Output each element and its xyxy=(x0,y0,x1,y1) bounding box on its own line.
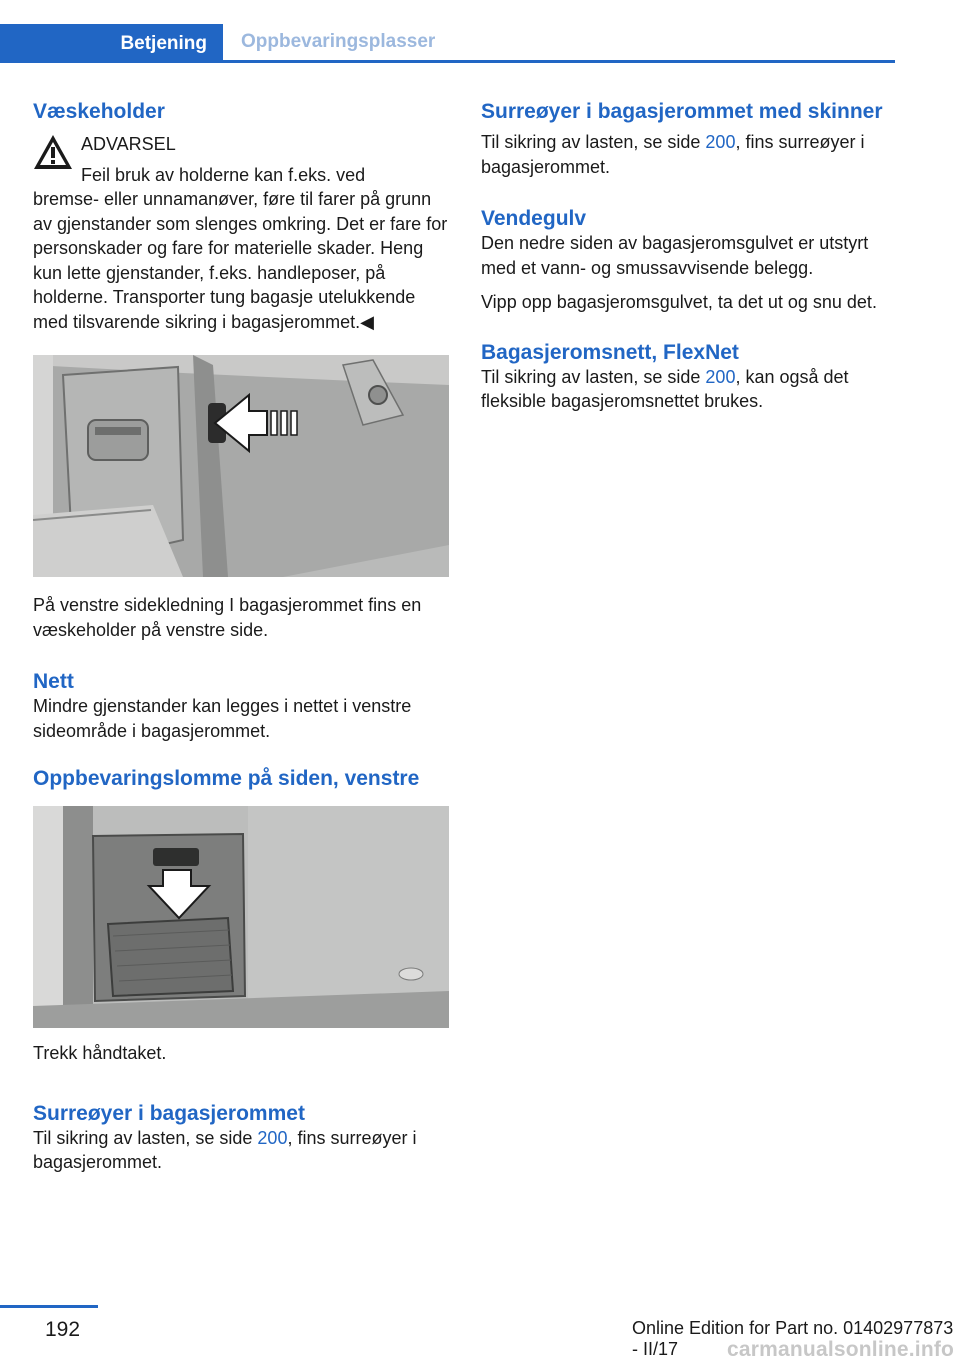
footer-rule xyxy=(0,1305,98,1308)
section-title-surreoyer-skinner: Surreøyer i bagasjerommet med skinner xyxy=(481,100,883,123)
page-header xyxy=(0,0,960,64)
right-column xyxy=(481,100,896,414)
flexnet-text-after: , kan også det fleksible bagasjeromsnettet brukes. xyxy=(481,366,849,411)
tab-betjening[interactable]: Betjening xyxy=(0,24,223,63)
section-title-surreoyer: Surreøyer i bagasjerommet xyxy=(33,1101,305,1125)
warning-text: bremse- eller unnamanøver, føre til farer på grunn av gjenstander som slenges omkring. Det er fare for personskader og fare for materielle skader. Heng kun lette gjenstander, f.eks. handleposer, på holderne. Transporter tung bagasje utelukkende med tilsvarende sikring i bagasjerommet.◀ xyxy=(33,189,448,332)
section-title-flexnet: Bagasjeromsnett, FlexNet xyxy=(481,340,739,364)
page-link-200[interactable]: 200 xyxy=(705,132,736,152)
warning-label: ADVARSEL xyxy=(81,134,176,154)
left-column xyxy=(33,100,449,1175)
tab-oppbevaringsplasser[interactable]: Oppbevaringsplasser xyxy=(241,31,436,52)
vendegulv-text-2: Vipp opp bagasjeromsgulvet, ta det ut og snu det. xyxy=(481,292,877,312)
surreoyer-skinner-text-before: Til sikring av lasten, se side xyxy=(481,132,706,152)
section-title-vaeskeholder: Væskeholder xyxy=(33,100,165,123)
surreoyer-text-after: , fins surreøyer i bagasjerommet. xyxy=(33,1127,417,1172)
flexnet-text-before: Til sikring av lasten, se side xyxy=(481,366,706,387)
warning-triangle-icon xyxy=(33,134,73,170)
section-title-oppbevaringslomme: Oppbevaringslomme på siden, venstre xyxy=(33,767,420,790)
edition-text: Online Edition for Part no. 01402977873 - II/17 xyxy=(632,1318,954,1359)
section-title-nett: Nett xyxy=(33,670,74,693)
vendegulv-text-1: Den nedre siden av bagasjeromsgulvet er utstyrt med et vann- og smussavvisende belegg. xyxy=(481,233,869,278)
warning-first-line: Feil bruk av holderne kan f.eks. ved xyxy=(81,164,366,185)
surreoyer-text xyxy=(33,1126,449,1175)
nett-text: Mindre gjenstander kan legges i nettet i venstre sideområde i bagasjerommet. xyxy=(33,696,412,741)
side-pocket-photo xyxy=(33,806,449,1028)
page-link-200[interactable]: 200 xyxy=(257,1127,288,1148)
surreoyer-skinner-text-after: , fins surreøyer i bagasjerommet. xyxy=(481,132,865,177)
warning-block xyxy=(33,132,449,334)
section-title-vendegulv: Vendegulv xyxy=(481,207,587,230)
page-link-200[interactable]: 200 xyxy=(705,366,736,387)
header-rule xyxy=(0,60,895,63)
flexnet-text xyxy=(481,365,896,414)
cup-holder-caption: På venstre sidekledning I bagasjerommet fins en væskeholder på venstre side. xyxy=(33,595,422,640)
cup-holder-photo xyxy=(33,355,449,577)
surreoyer-text-before: Til sikring av lasten, se side xyxy=(33,1127,258,1148)
page-number: 192 xyxy=(45,1318,81,1341)
side-pocket-caption: Trekk håndtaket. xyxy=(33,1043,167,1063)
surreoyer-skinner-text xyxy=(481,130,896,179)
watermark-text: carmanualsonline.info xyxy=(727,1338,955,1361)
